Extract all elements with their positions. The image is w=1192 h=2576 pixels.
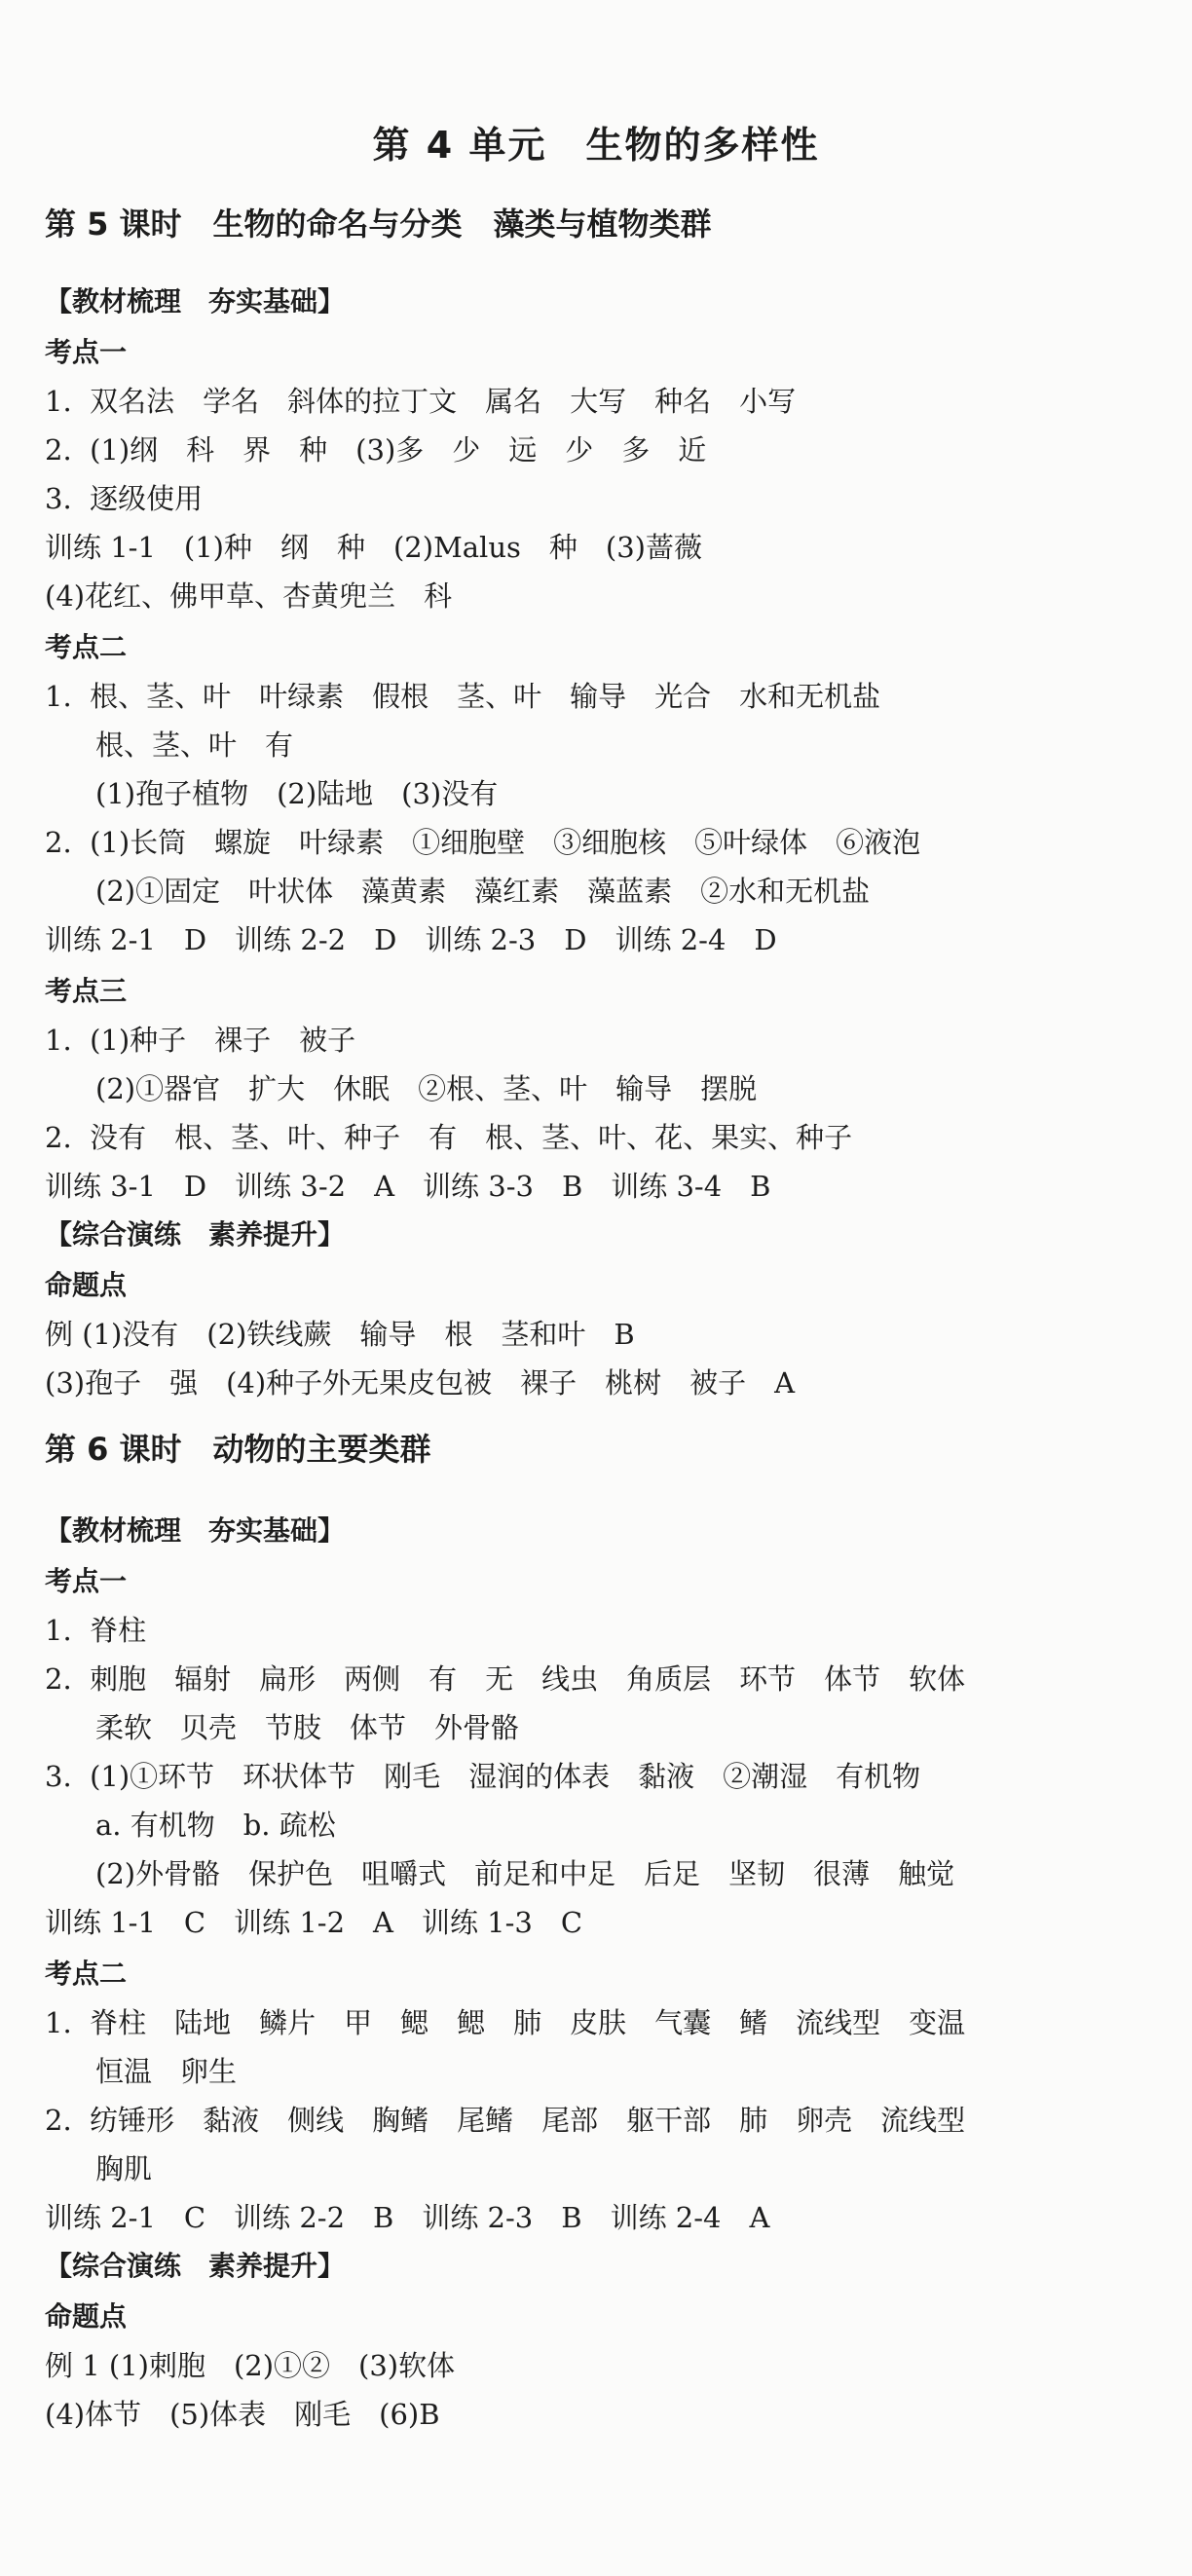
lesson-6-section-textbook: 【教材梳理 夯实基础】 — [45, 1514, 346, 1547]
answer-line: 训练 1-1 C 训练 1-2 A 训练 1-3 C — [45, 1906, 583, 1939]
answer-line: 例 1 (1)刺胞 (2)①② (3)软体 — [45, 2349, 456, 2382]
lesson-6-mtd-heading: 命题点 — [45, 2300, 128, 2333]
answer-line: (2)①器官 扩大 休眠 ②根、茎、叶 输导 摆脱 — [95, 1072, 758, 1105]
unit-title: 第 4 单元 生物的多样性 — [372, 124, 820, 167]
answer-line: (4)体节 (5)体表 刚毛 (6)B — [45, 2398, 440, 2431]
lesson-5-mtd-heading: 命题点 — [45, 1269, 128, 1301]
answer-line: 例 (1)没有 (2)铁线蕨 输导 根 茎和叶 B — [45, 1318, 635, 1351]
answer-line: 3. 逐级使用 — [45, 482, 204, 515]
answer-line: 3. (1)①环节 环状体节 刚毛 湿润的体表 黏液 ②潮湿 有机物 — [45, 1760, 921, 1793]
lesson-6-kp1-heading: 考点一 — [45, 1565, 128, 1597]
answer-line: 2. 纺锤形 黏液 侧线 胸鳍 尾鳍 尾部 躯干部 肺 卵壳 流线型 — [45, 2104, 966, 2137]
lesson-6-title: 第 6 课时 动物的主要类群 — [45, 1431, 431, 1468]
answer-line: 胸肌 — [95, 2152, 153, 2185]
lesson-6-kp2-heading: 考点二 — [45, 1958, 128, 1990]
answer-line: 1. (1)种子 裸子 被子 — [45, 1024, 356, 1057]
answer-line: 训练 3-1 D 训练 3-2 A 训练 3-3 B 训练 3-4 B — [45, 1170, 771, 1203]
answer-line: 2. 没有 根、茎、叶、种子 有 根、茎、叶、花、果实、种子 — [45, 1121, 853, 1154]
answer-line: 2. (1)纲 科 界 种 (3)多 少 远 少 多 近 — [45, 433, 707, 467]
answer-line: 1. 脊柱 — [45, 1614, 147, 1647]
answer-line: 训练 1-1 (1)种 纲 种 (2)Malus 种 (3)蔷薇 — [45, 531, 702, 564]
lesson-5-kp2-heading: 考点二 — [45, 631, 128, 663]
answer-line: 1. 脊柱 陆地 鳞片 甲 鳃 鳃 肺 皮肤 气囊 鳍 流线型 变温 — [45, 2006, 966, 2039]
answer-line: 恒温 卵生 — [95, 2055, 238, 2088]
answer-line: 1. 双名法 学名 斜体的拉丁文 属名 大写 种名 小写 — [45, 385, 797, 418]
answer-line: a. 有机物 b. 疏松 — [95, 1809, 336, 1842]
answer-line: (3)孢子 强 (4)种子外无果皮包被 裸子 桃树 被子 A — [45, 1366, 796, 1400]
lesson-5-kp1-heading: 考点一 — [45, 336, 128, 368]
answer-line: (2)①固定 叶状体 藻黄素 藻红素 藻蓝素 ②水和无机盐 — [95, 875, 871, 908]
answer-line: (1)孢子植物 (2)陆地 (3)没有 — [95, 777, 499, 810]
answer-line: 训练 2-1 C 训练 2-2 B 训练 2-3 B 训练 2-4 A — [45, 2201, 770, 2234]
answer-line: (4)花红、佛甲草、杏黄兜兰 科 — [45, 579, 453, 613]
lesson-5-title: 第 5 课时 生物的命名与分类 藻类与植物类群 — [45, 205, 712, 243]
answer-line: 柔软 贝壳 节肢 体节 外骨骼 — [95, 1711, 520, 1744]
answer-line: 2. (1)长筒 螺旋 叶绿素 ①细胞壁 ③细胞核 ⑤叶绿体 ⑥液泡 — [45, 826, 921, 859]
answer-line: (2)外骨骼 保护色 咀嚼式 前足和中足 后足 坚韧 很薄 触觉 — [95, 1857, 955, 1890]
lesson-5-kp3-heading: 考点三 — [45, 975, 128, 1007]
lesson-6-section-practice: 【综合演练 素养提升】 — [45, 2250, 346, 2282]
answer-line: 1. 根、茎、叶 叶绿素 假根 茎、叶 输导 光合 水和无机盐 — [45, 680, 881, 713]
answer-line: 根、茎、叶 有 — [95, 728, 294, 762]
answer-line: 训练 2-1 D 训练 2-2 D 训练 2-3 D 训练 2-4 D — [45, 923, 777, 956]
lesson-5-section-textbook: 【教材梳理 夯实基础】 — [45, 285, 346, 317]
answer-line: 2. 刺胞 辐射 扁形 两侧 有 无 线虫 角质层 环节 体节 软体 — [45, 1662, 966, 1696]
lesson-5-section-practice: 【综合演练 素养提升】 — [45, 1218, 346, 1251]
